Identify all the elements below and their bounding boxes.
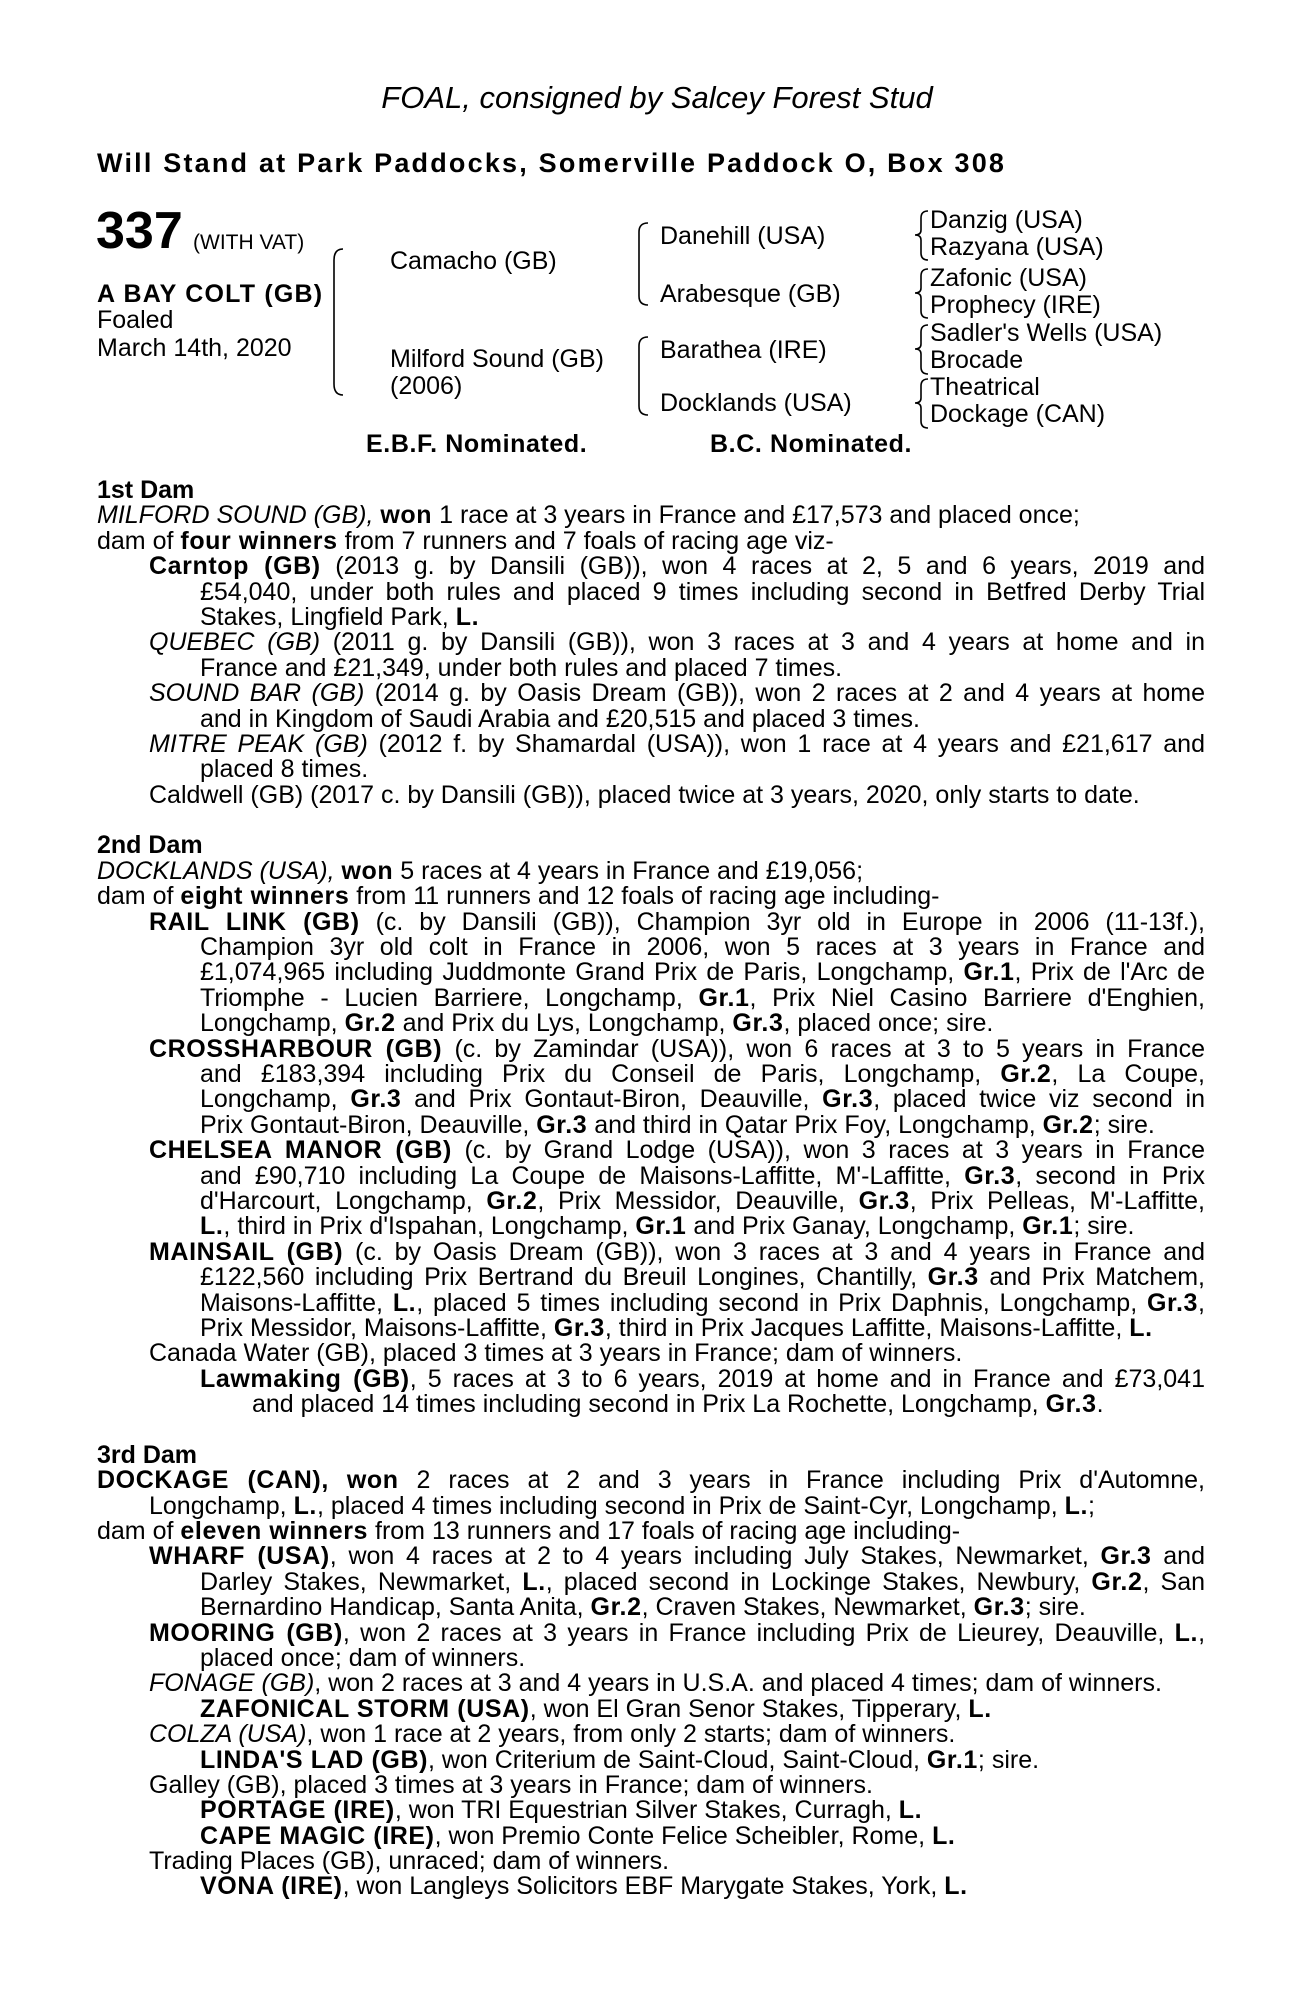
sire-sire-name: Danehill (USA) <box>660 222 826 250</box>
bc-nomination: B.C. Nominated. <box>710 430 913 458</box>
text-line: d'Harcourt, Longchamp, Gr.2, Prix Messidor, Deauville, Gr.3, Prix Pelleas, M'-Laffitte, <box>200 1186 1205 1215</box>
text-line: Trading Places (GB), unraced; dam of winners. <box>149 1847 670 1876</box>
text-line: Champion 3yr old colt in France in 2006, won 5 races at 3 years in France and <box>200 933 1205 962</box>
sire-dam-name: Arabesque (GB) <box>660 280 841 308</box>
lot-name: A BAY COLT (GB) <box>97 280 324 308</box>
text-line: QUEBEC (GB) (2011 g. by Dansili (GB)), won 3 races at 3 and 4 years at home and in <box>149 628 1206 657</box>
text-line: and in Kingdom of Saudi Arabia and £20,515 and placed 3 times. <box>200 704 920 733</box>
section-heading: 1st Dam <box>97 476 195 504</box>
text-line: VONA (IRE), won Langleys Solicitors EBF Marygate Stakes, York, L. <box>200 1872 968 1901</box>
text-line: RAIL LINK (GB) (c. by Dansili (GB)), Champion 3yr old in Europe in 2006 (11-13f.), <box>149 907 1205 936</box>
pedigree-bracket-g3-3 <box>907 324 929 376</box>
gen3-name: Dockage (CAN) <box>930 400 1106 428</box>
text-line: Longchamp, Gr.2 and Prix du Lys, Longchamp, Gr.3, placed once; sire. <box>200 1009 994 1038</box>
section-heading: 3rd Dam <box>97 1440 198 1469</box>
text-line: placed once; dam of winners. <box>200 1643 526 1672</box>
dam-year: (2006) <box>390 372 463 400</box>
text-line: Longchamp, L., placed 4 times including second in Prix de Saint-Cyr, Longchamp, L.; <box>149 1491 1095 1520</box>
vat-note: (WITH VAT) <box>193 231 305 254</box>
text-line: COLZA (USA), won 1 race at 2 years, from only 2 starts; dam of winners. <box>149 1720 956 1749</box>
text-line: Stakes, Lingfield Park, L. <box>200 602 480 631</box>
text-line: and placed 14 times including second in Prix La Rochette, Longchamp, Gr.3. <box>252 1390 1104 1419</box>
section-heading: 2nd Dam <box>97 831 203 860</box>
text-line: dam of eleven winners from 13 runners and 17 foals of racing age including- <box>97 1517 961 1546</box>
text-line: CHELSEA MANOR (GB) (c. by Grand Lodge (USA)), won 3 races at 3 years in France <box>149 1136 1206 1165</box>
text-line: dam of eight winners from 11 runners and 12 foals of racing age including- <box>97 882 940 911</box>
text-line: Canada Water (GB), placed 3 times at 3 years in France; dam of winners. <box>149 1339 963 1368</box>
text-line: £1,074,965 including Juddmonte Grand Prix de Paris, Longchamp, Gr.1, Prix de l'Arc de <box>200 958 1205 987</box>
text-line: Darley Stakes, Newmarket, L., placed second in Lockinge Stakes, Newbury, Gr.2, San <box>200 1567 1206 1596</box>
text-line: Caldwell (GB) (2017 c. by Dansili (GB)), placed twice at 3 years, 2020, only starts to date. <box>149 780 1140 809</box>
text-line: MILFORD SOUND (GB), won 1 race at 3 years in France and £17,573 and placed once; <box>97 501 1080 530</box>
dam-dam-name: Docklands (USA) <box>660 389 852 417</box>
text-line: MOORING (GB), won 2 races at 3 years in France including Prix de Lieurey, Deauville, L., <box>149 1618 1206 1647</box>
dam-sire-name: Barathea (IRE) <box>660 336 827 364</box>
stand-location: Will Stand at Park Paddocks, Somerville Paddock O, Box 308 <box>97 148 1007 178</box>
gen3-name: Theatrical <box>930 373 1040 401</box>
text-line: Prix Messidor, Maisons-Laffitte, Gr.3, third in Prix Jacques Laffitte, Maisons-Laffitte, L. <box>200 1313 1153 1342</box>
lot-number: 337 <box>96 202 183 260</box>
text-line: FONAGE (GB), won 2 races at 3 and 4 years in U.S.A. and placed 4 times; dam of winners. <box>149 1669 1162 1698</box>
text-line: DOCKAGE (CAN), won 2 races at 2 and 3 years in France including Prix d'Automne, <box>97 1466 1205 1495</box>
pedigree-bracket-sire <box>635 222 649 306</box>
foaled-date: March 14th, 2020 <box>97 334 292 362</box>
catalogue-body <box>97 478 1205 1900</box>
gen3-name: Prophecy (IRE) <box>930 291 1101 319</box>
text-line: Longchamp, Gr.3 and Prix Gontaut-Biron, Deauville, Gr.3, placed twice viz second in <box>200 1085 1206 1114</box>
text-line: Prix Gontaut-Biron, Deauville, Gr.3 and third in Qatar Prix Foy, Longchamp, Gr.2; sire. <box>200 1110 1155 1139</box>
dam-name: Milford Sound (GB) <box>390 345 604 373</box>
text-line: placed 8 times. <box>200 755 369 784</box>
text-line: LINDA'S LAD (GB), won Criterium de Saint-Cloud, Saint-Cloud, Gr.1; sire. <box>200 1745 1040 1774</box>
gen3-name: Zafonic (USA) <box>930 264 1087 292</box>
text-line: Lawmaking (GB), 5 races at 3 to 6 years, 2019 at home and in France and £73,041 <box>200 1364 1205 1393</box>
text-line: MITRE PEAK (GB) (2012 f. by Shamardal (USA)), won 1 race at 4 years and £21,617 and <box>149 729 1205 758</box>
text-line: Triomphe - Lucien Barriere, Longchamp, Gr.1, Prix Niel Casino Barriere d'Enghien, <box>200 983 1205 1012</box>
text-line: Carntop (GB) (2013 g. by Dansili (GB)), won 4 races at 2, 5 and 6 years, 2019 and <box>149 552 1205 581</box>
text-line: £122,560 including Prix Bertrand du Breuil Longines, Chantilly, Gr.3 and Prix Matchem, <box>200 1263 1205 1292</box>
text-line: and £183,394 including Prix du Conseil de Paris, Longchamp, Gr.2, La Coupe, <box>200 1059 1205 1088</box>
pedigree-bracket-gen1 <box>330 248 344 396</box>
text-line: £54,040, under both rules and placed 9 times including second in Betfred Derby Trial <box>200 577 1205 606</box>
pedigree-bracket-g3-4 <box>907 378 929 430</box>
text-line: France and £21,349, under both rules and placed 7 times. <box>200 653 843 682</box>
pedigree-bracket-g3-1 <box>907 210 929 262</box>
pedigree-bracket-g3-2 <box>907 268 929 320</box>
text-line: CAPE MAGIC (IRE), won Premio Conte Felice Scheibler, Rome, L. <box>200 1821 956 1850</box>
text-line: WHARF (USA), won 4 races at 2 to 4 years including July Stakes, Newmarket, Gr.3 and <box>149 1542 1205 1571</box>
sire-name: Camacho (GB) <box>390 247 557 275</box>
gen3-name: Sadler's Wells (USA) <box>930 319 1163 347</box>
gen3-name: Danzig (USA) <box>930 206 1083 234</box>
text-line: and £90,710 including La Coupe de Maisons-Laffitte, M'-Laffitte, Gr.3, second in Prix <box>200 1161 1205 1190</box>
gen3-name: Razyana (USA) <box>930 233 1104 261</box>
consignor-line: FOAL, consigned by Salcey Forest Stud <box>381 80 933 115</box>
text-line: Maisons-Laffitte, L., placed 5 times including second in Prix Daphnis, Longchamp, Gr.3, <box>200 1288 1205 1317</box>
text-line: DOCKLANDS (USA), won 5 races at 4 years in France and £19,056; <box>97 856 864 885</box>
pedigree-bracket-dam <box>635 336 649 416</box>
ebf-nomination: E.B.F. Nominated. <box>366 430 588 458</box>
text-line: CROSSHARBOUR (GB) (c. by Zamindar (USA)), won 6 races at 3 to 5 years in France <box>149 1034 1205 1063</box>
text-line: SOUND BAR (GB) (2014 g. by Oasis Dream (GB)), won 2 races at 2 and 4 years at home <box>149 679 1205 708</box>
text-line: dam of four winners from 7 runners and 7 foals of racing age viz- <box>97 526 834 555</box>
foaled-label: Foaled <box>97 306 174 334</box>
text-line: PORTAGE (IRE), won TRI Equestrian Silver Stakes, Curragh, L. <box>200 1796 923 1825</box>
text-line: ZAFONICAL STORM (USA), won El Gran Senor Stakes, Tipperary, L. <box>200 1694 992 1723</box>
text-line: L., third in Prix d'Ispahan, Longchamp, Gr.1 and Prix Ganay, Longchamp, Gr.1; sire. <box>200 1212 1135 1241</box>
text-line: Galley (GB), placed 3 times at 3 years in France; dam of winners. <box>149 1770 873 1799</box>
text-line: MAINSAIL (GB) (c. by Oasis Dream (GB)), won 3 races at 3 and 4 years in France and <box>149 1237 1205 1266</box>
gen3-name: Brocade <box>930 346 1024 374</box>
text-line: Bernardino Handicap, Santa Anita, Gr.2, Craven Stakes, Newmarket, Gr.3; sire. <box>200 1593 1086 1622</box>
